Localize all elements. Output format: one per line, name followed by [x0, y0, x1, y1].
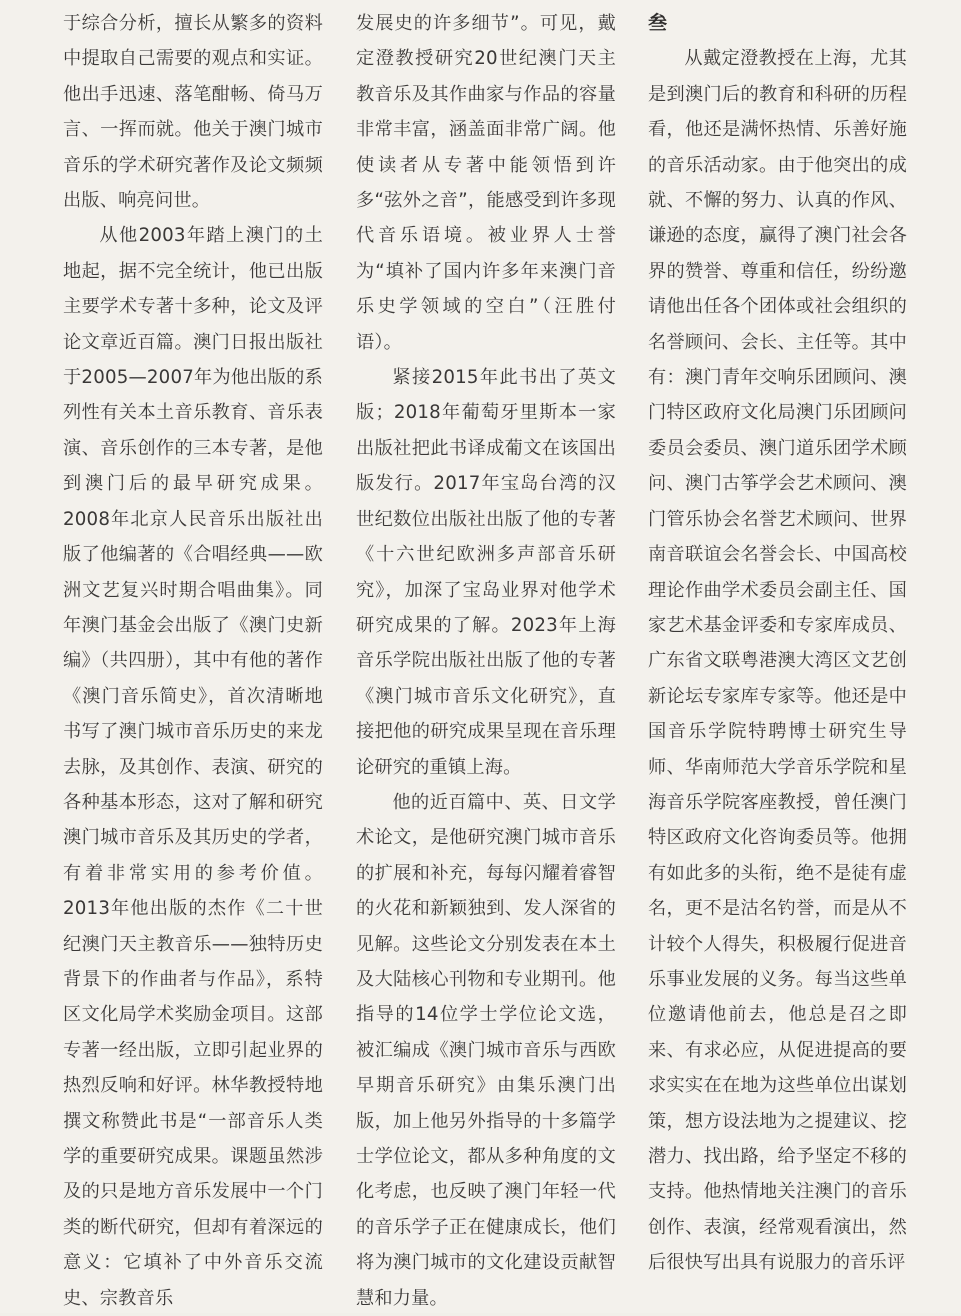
paragraph: 从他2003年踏上澳门的土地起，据不完全统计，他已出版主要学术专著十多种，论文及评论文章近百篇。澳门日报出版社于2005—2007年为他出版的系列性有关本土音乐教育、音乐表演、音乐创作的三本专著，是他到澳门后的最早研究成果。2008年北京人民音乐出版社出版了他编著的《合唱经典——欧洲文艺复兴时期合唱曲集》。同年澳门基金会出版了《澳门史新编》（共四册），其中有他的著作《澳门音乐简史》，首次清晰地书写了澳门城市音乐历史的来龙去脉，及其创作、表演、研究的各种基本形态，这对了解和研究澳门城市音乐及其历史的学者，有着非常实用的参考价值。2013年他出版的杰作《二十世纪澳门天主教音乐——独特历史背景下的作曲者与作品》，系特区文化局学术奖励金项目。这部专著一经出版，立即引起业界的热烈反响和好评。林华教授特地撰文称赞此书是“一部音乐人类学的重要研究成果。课题虽然涉及的只是地方音乐发展中一个门类的断代研究，但却有着深远的意义：它填补了中外音乐交流史、宗教音乐	[63, 225, 323, 1309]
text-column-right	[648, 6, 907, 1281]
paragraph: 他的近百篇中、英、日文学术论文，是他研究澳门城市音乐的扩展和补充，每每闪耀着睿智的火花和新颖独到、发人深省的见解。这些论文分别发表在本土及大陆核心刊物和专业期刊。他指导的14位学士学位论文选，被汇编成《澳门城市音乐与西欧早期音乐研究》由集乐澳门出版，加上他另外指导的十多篇学士学位论文，都从多种角度的文化考虑，也反映了澳门年轻一代的音乐学子正在健康成长，他们将为澳门城市的文化建设贡献智慧和力量。	[356, 791, 616, 1309]
paragraph: 发展史的许多细节”。可见，戴定澄教授研究20世纪澳门天主教音乐及其作曲家与作品的容量非常丰富，涵盖面非常广阔。他使读者从专著中能领悟到许多“弦外之音”，能感受到许多现代音乐语境。被业界人士誉为“填补了国内许多年来澳门音乐史学领域的空白”（汪胜付语）。	[356, 13, 616, 353]
paragraph: 紧接2015年此书出了英文版；2018年葡萄牙里斯本一家出版社把此书译成葡文在该国出版发行。2017年宝岛台湾的汉世纪数位出版社出版了他的专著《十六世纪欧洲多声部音乐研究》，加深了宝岛业界对他学术研究成果的了解。2023年上海音乐学院出版社出版了他的专著《澳门城市音乐文化研究》，直接把他的研究成果呈现在音乐理论研究的重镇上海。	[356, 367, 616, 778]
text-column-middle	[356, 6, 616, 1316]
paragraph: 于综合分析，擅长从繁多的资料中提取自己需要的观点和实证。他出手迅速、落笔酣畅、倚马万言、一挥而就。他关于澳门城市音乐的学术研究著作及论文频频出版、响亮问世。	[63, 13, 323, 212]
text-column-left	[63, 6, 323, 1316]
section-heading: 叁	[648, 12, 668, 34]
paragraph: 从戴定澄教授在上海，尤其是到澳门后的教育和科研的历程看，他还是满怀热情、乐善好施的音乐活动家。由于他突出的成就、不懈的努力、认真的作风、谦逊的态度，赢得了澳门社会各界的赞誉、尊重和信任，纷纷邀请他出任各个团体或社会组织的名誉顾问、会长、主任等。其中有：澳门青年交响乐团顾问、澳门特区政府文化局澳门乐团顾问委员会委员、澳门道乐团学术顾问、澳门古筝学会艺术顾问、澳门管乐协会名誉艺术顾问、世界南音联谊会名誉会长、中国高校理论作曲学术委员会副主任、国家艺术基金评委和专家库成员、广东省文联粤港澳大湾区文艺创新论坛专家库专家等。他还是中国音乐学院特聘博士研究生导师、华南师范大学音乐学院和星海音乐学院客座教授，曾任澳门特区政府文化咨询委员等。他拥有如此多的头衔，绝不是徒有虚名，更不是沽名钓誉，而是从不计较个人得失，积极履行促进音乐事业发展的义务。每当这些单位邀请他前去，他总是召之即来、有求必应，从促进提高的要求实实在在地为这些单位出谋划策，想方设法地为之提建议、挖潜力、找出路，给予坚定不移的支持。他热情地关注澳门的音乐创作、表演，经常观看演出，然后很快写出具有说服力的音乐评	[648, 48, 907, 1274]
